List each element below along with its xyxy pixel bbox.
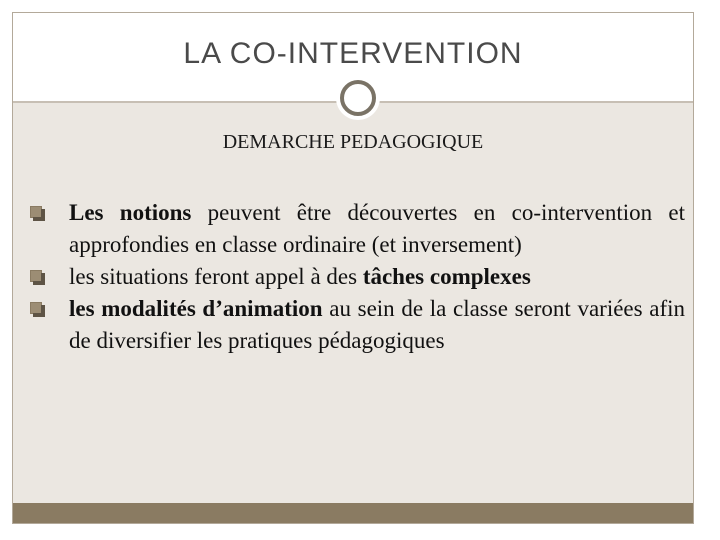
bullet-text: les situations feront appel à des xyxy=(69,264,363,289)
bullet-item xyxy=(29,293,685,357)
circle-ornament-icon xyxy=(340,80,376,116)
footer-band xyxy=(13,503,693,523)
bullet-list xyxy=(29,197,685,357)
checkbox-bullet-icon xyxy=(29,205,45,221)
checkbox-bullet-icon xyxy=(29,301,45,317)
bullet-text: au sein de la classe seront variées afin de diversifier les pratiques pédagogiques xyxy=(69,296,686,353)
slide-title: LA CO-INTERVENTION xyxy=(183,37,523,70)
slide-subtitle: DEMARCHE PEDAGOGIQUE xyxy=(222,131,484,153)
bullet-text-bold: Les notions xyxy=(69,200,192,225)
checkbox-bullet-icon xyxy=(29,269,45,285)
bullet-item xyxy=(29,261,685,293)
bullet-text: peuvent être découvertes en co-intervention et approfondies en classe ordinaire (et inversement) xyxy=(69,200,685,257)
bullet-item xyxy=(29,197,685,261)
slide-frame xyxy=(12,12,694,524)
bullet-text-bold: les modalités d’animation xyxy=(69,296,323,321)
bullet-text-bold: tâches complexes xyxy=(362,264,531,289)
